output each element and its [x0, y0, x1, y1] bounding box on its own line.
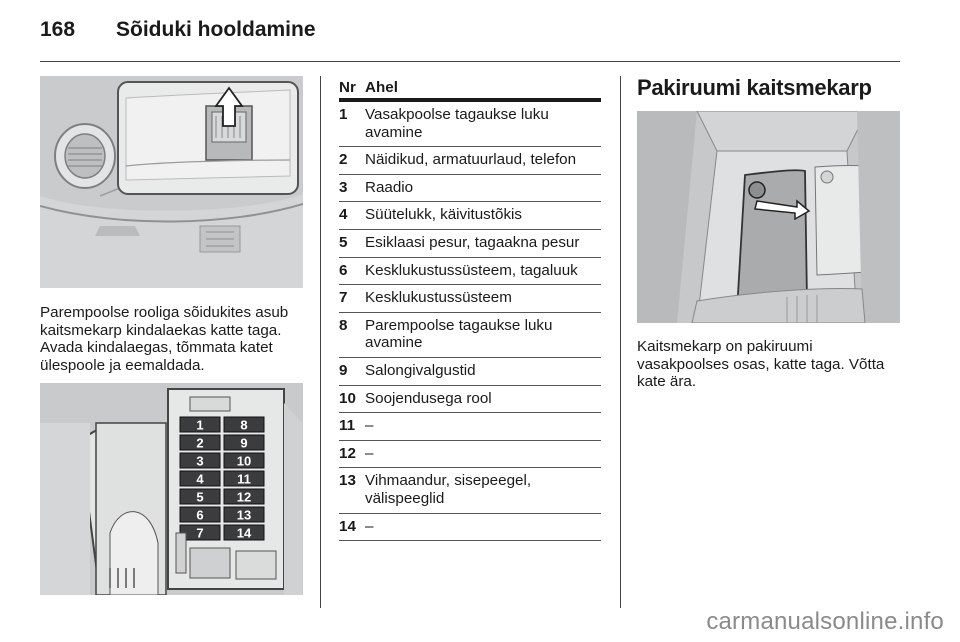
fuse-number: 14 [339, 513, 365, 541]
table-row [339, 229, 601, 257]
fuse-slot-label: 7 [196, 525, 204, 541]
table-row [339, 100, 601, 147]
fuse-slot-label: 4 [196, 471, 204, 487]
fuse-slot-label: 6 [196, 507, 204, 523]
circuit-description: – [365, 513, 601, 541]
fusebox-illustration [40, 383, 303, 595]
fuse-slot-label: 12 [236, 489, 252, 505]
table-row [339, 174, 601, 202]
header-divider [40, 61, 900, 62]
column-header-nr: Nr [339, 79, 365, 100]
table-row [339, 440, 601, 468]
fuse-slot-label: 13 [236, 507, 252, 523]
column-divider-left [320, 76, 321, 608]
table-row [339, 202, 601, 230]
fuse-number: 10 [339, 385, 365, 413]
fuse-slot-label: 3 [196, 453, 204, 469]
fuse-slot-label: 5 [196, 489, 204, 505]
section-title: Pakiruumi kaitsmekarp [637, 75, 872, 100]
table-row [339, 468, 601, 513]
fuse-slot-label: 1 [196, 417, 204, 433]
fuse-number: 3 [339, 174, 365, 202]
circuit-description: Kesklukustussüsteem, tagaluuk [365, 257, 601, 285]
glovebox-illustration [40, 76, 303, 288]
fuse-slot-label: 10 [236, 453, 252, 469]
fuse-number: 13 [339, 468, 365, 513]
fuse-number: 5 [339, 229, 365, 257]
circuit-description: Kesklukustussüsteem [365, 285, 601, 313]
fuse-number: 9 [339, 357, 365, 385]
table-row [339, 147, 601, 175]
fuse-slot-label: 8 [240, 417, 248, 433]
circuit-description: Raadio [365, 174, 601, 202]
circuit-description: Näidikud, armatuurlaud, telefon [365, 147, 601, 175]
fuse-slot-label: 2 [196, 435, 204, 451]
table-row [339, 312, 601, 357]
table-row [339, 385, 601, 413]
column-divider-right [620, 76, 621, 608]
fuse-number: 2 [339, 147, 365, 175]
watermark: carmanualsonline.info [706, 608, 944, 635]
fuse-circuit-table [339, 79, 601, 541]
glovebox-instructions: Parempoolse rooliga sõidukites asub kaitsmekarp kindalaekas katte taga. Avada kindalaegas, tõmmata katet ülespoole ja eemaldada. [40, 304, 289, 374]
chapter-title: Sõiduki hooldamine [116, 18, 316, 41]
table-row [339, 285, 601, 313]
fuse-slot-label: 9 [240, 435, 248, 451]
fuse-number: 12 [339, 440, 365, 468]
circuit-description: Vihmaandur, sisepeegel, välispeeglid [365, 468, 601, 513]
fuse-number: 8 [339, 312, 365, 357]
fuse-number: 7 [339, 285, 365, 313]
table-row [339, 513, 601, 541]
fuse-number: 11 [339, 413, 365, 441]
luggage-compartment-illustration [637, 111, 900, 323]
circuit-description: – [365, 413, 601, 441]
table-row [339, 357, 601, 385]
circuit-description: Soojendusega rool [365, 385, 601, 413]
table-row [339, 257, 601, 285]
column-header-ahel: Ahel [365, 79, 601, 100]
fuse-slot-label: 14 [236, 525, 252, 541]
circuit-description: Salongivalgustid [365, 357, 601, 385]
fuse-number: 1 [339, 100, 365, 147]
page-header [40, 18, 316, 48]
circuit-description: Parempoolse tagaukse luku avamine [365, 312, 601, 357]
fuse-number: 4 [339, 202, 365, 230]
circuit-description: Vasakpoolse tagaukse luku avamine [365, 100, 601, 147]
luggage-fusebox-instructions: Kaitsmekarp on pakiruumi vasakpoolses osas, katte taga. Võtta kate ära. [637, 338, 885, 391]
fuse-number: 6 [339, 257, 365, 285]
circuit-description: Esiklaasi pesur, tagaakna pesur [365, 229, 601, 257]
circuit-description: – [365, 440, 601, 468]
fuse-slot-label: 11 [237, 471, 251, 487]
page-number: 168 [40, 18, 76, 41]
circuit-description: Süütelukk, käivitustõkis [365, 202, 601, 230]
table-header-row [339, 79, 601, 100]
table-row [339, 413, 601, 441]
